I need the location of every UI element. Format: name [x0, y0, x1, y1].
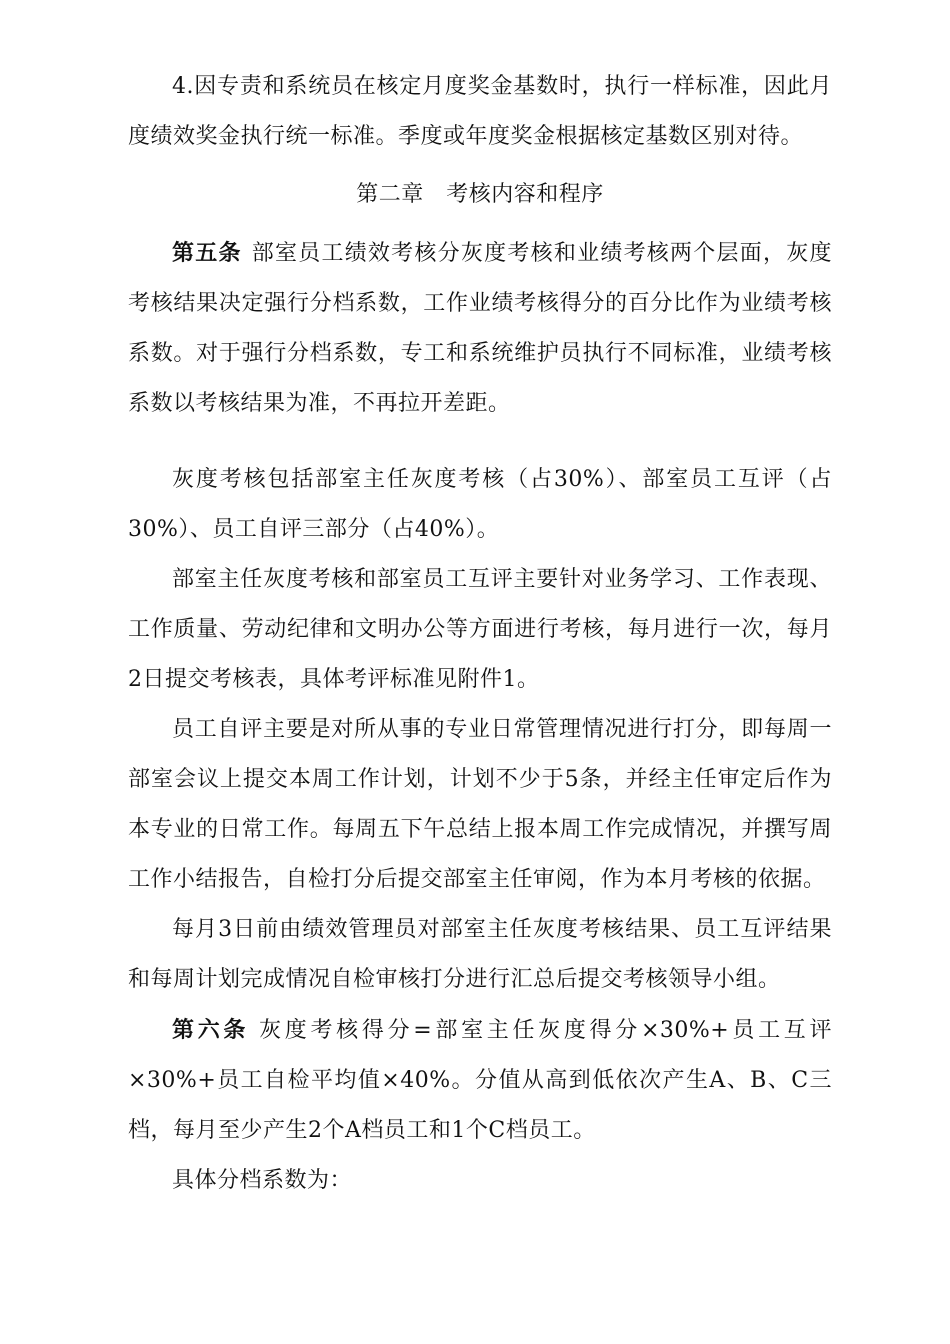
article-5-text: 部室员工绩效考核分灰度考核和业绩考核两个层面，灰度考核结果决定强行分档系数，工作业绩考核得分的百分比作为业绩考核系数。对于强行分档系数，专工和系统维护员执行不同标准，业绩考核系数以考核结果为准，不再拉开差距。	[128, 241, 832, 416]
article-6-label: 第六条	[172, 1017, 250, 1043]
gray-assessment-parts-paragraph: 灰度考核包括部室主任灰度考核（占30%）、部室员工互评（占30%）、员工自评三部分（占40%）。	[128, 467, 832, 542]
self-review-paragraph: 员工自评主要是对所从事的专业日常管理情况进行打分，即每周一部室会议上提交本周工作计划，计划不少于5条，并经主任审定后作为本专业的日常工作。每周五下午总结上报本周工作完成情况，并撰写周工作小结报告，自检打分后提交部室主任审阅，作为本月考核的依据。	[128, 717, 832, 892]
spacer	[128, 220, 832, 228]
director-review-paragraph: 部室主任灰度考核和部室员工互评主要针对业务学习、工作表现、工作质量、劳动纪律和文明办公等方面进行考核，每月进行一次，每月2日提交考核表，具体考评标准见附件1。	[128, 567, 832, 692]
article-5-label: 第五条	[172, 240, 242, 266]
coefficients-intro-paragraph: 具体分档系数为：	[172, 1168, 353, 1193]
article-6-text: 灰度考核得分=部室主任灰度得分×30%+员工互评×30%+员工自检平均值×40%。分值从高到低依次产生A、B、C三档，每月至少产生2个A档员工和1个C档员工。	[128, 1018, 832, 1143]
spacer	[128, 429, 832, 455]
summary-paragraph: 每月3日前由绩效管理员对部室主任灰度考核结果、员工互评结果和每周计划完成情况自检审核打分进行汇总后提交考核领导小组。	[128, 917, 832, 992]
paragraph-item-4: 4.因专责和系统员在核定月度奖金基数时，执行一样标准，因此月度绩效奖金执行统一标准。季度或年度奖金根据核定基数区别对待。	[128, 74, 832, 149]
article-5-paragraph	[128, 228, 832, 429]
chapter-heading: 第二章 考核内容和程序	[356, 182, 604, 207]
article-6-paragraph	[128, 1005, 832, 1156]
spacer	[128, 162, 832, 170]
document-page	[128, 62, 832, 1206]
